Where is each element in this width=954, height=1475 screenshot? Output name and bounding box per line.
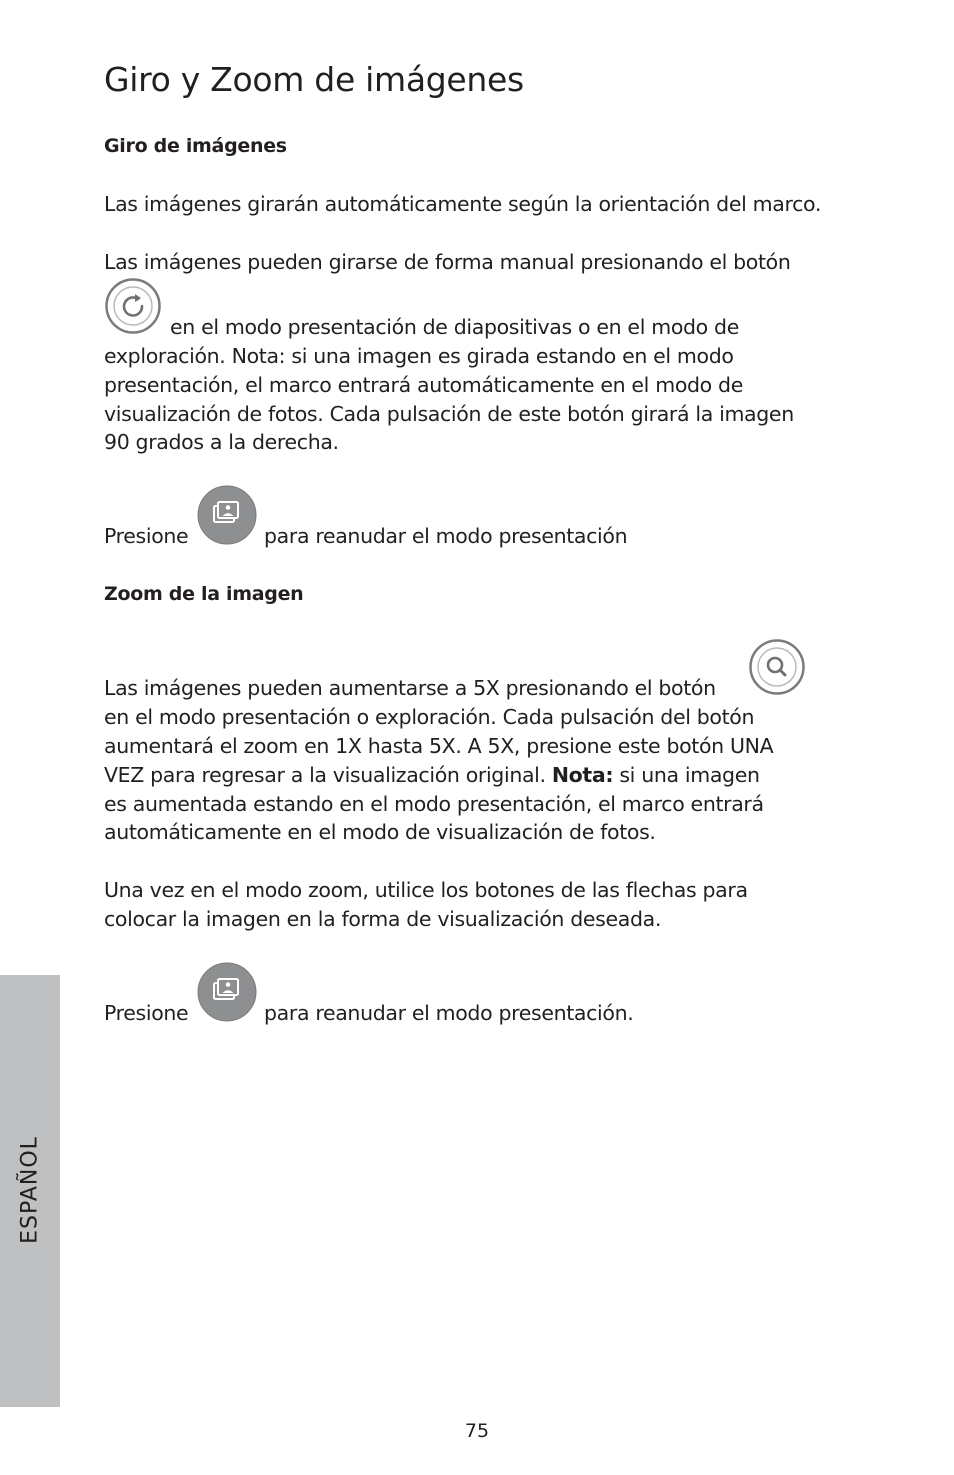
slideshow-icon [197, 485, 257, 545]
paragraph-manual-rotate-line: presentación, el marco entrará automáticamente en el modo de [104, 373, 743, 397]
paragraph-manual-rotate-line: visualización de fotos. Cada pulsación de este botón girará la imagen [104, 402, 794, 426]
resume-prefix-text: Presione [104, 524, 189, 548]
paragraph-zoom-line: es aumentada estando en el modo presentación, el marco entrará [104, 792, 764, 816]
paragraph-zoom-line: aumentará el zoom en 1X hasta 5X. A 5X, presione este botón UNA [104, 734, 774, 758]
resume-suffix-text: para reanudar el modo presentación. [264, 1001, 634, 1025]
zoom-icon [748, 638, 806, 696]
page-title: Giro y Zoom de imágenes [104, 60, 524, 99]
paragraph-manual-rotate-line: Las imágenes pueden girarse de forma manual presionando el botón [104, 250, 791, 274]
paragraph-arrows-line: Una vez en el modo zoom, utilice los botones de las flechas para [104, 878, 748, 902]
paragraph-zoom-line [104, 761, 760, 790]
slideshow-icon [197, 962, 257, 1022]
paragraph-zoom-line: Las imágenes pueden aumentarse a 5X presionando el botón [104, 676, 716, 700]
section-heading-rotate: Giro de imágenes [104, 135, 287, 157]
zoom-line-text: si una imagen [613, 763, 760, 787]
section-heading-zoom: Zoom de la imagen [104, 583, 304, 605]
paragraph-manual-rotate-line: exploración. Nota: si una imagen es girada estando en el modo [104, 344, 734, 368]
note-label: Nota: [551, 763, 614, 787]
paragraph-auto-rotate: Las imágenes girarán automáticamente según la orientación del marco. [104, 192, 821, 216]
paragraph-manual-rotate-line: 90 grados a la derecha. [104, 430, 339, 454]
language-tab-label: ESPAÑOL [17, 1136, 43, 1244]
paragraph-zoom-line: automáticamente en el modo de visualización de fotos. [104, 820, 656, 844]
paragraph-zoom-line: en el modo presentación o exploración. Cada pulsación del botón [104, 705, 755, 729]
resume-suffix-text: para reanudar el modo presentación [264, 524, 628, 548]
paragraph-arrows-line: colocar la imagen en la forma de visualización deseada. [104, 907, 661, 931]
zoom-line-text: VEZ para regresar a la visualización original. [104, 763, 552, 787]
paragraph-manual-rotate-line: en el modo presentación de diapositivas o en el modo de [170, 315, 739, 339]
page-number: 75 [464, 1420, 490, 1442]
resume-prefix-text: Presione [104, 1001, 189, 1025]
rotate-icon [104, 277, 162, 335]
